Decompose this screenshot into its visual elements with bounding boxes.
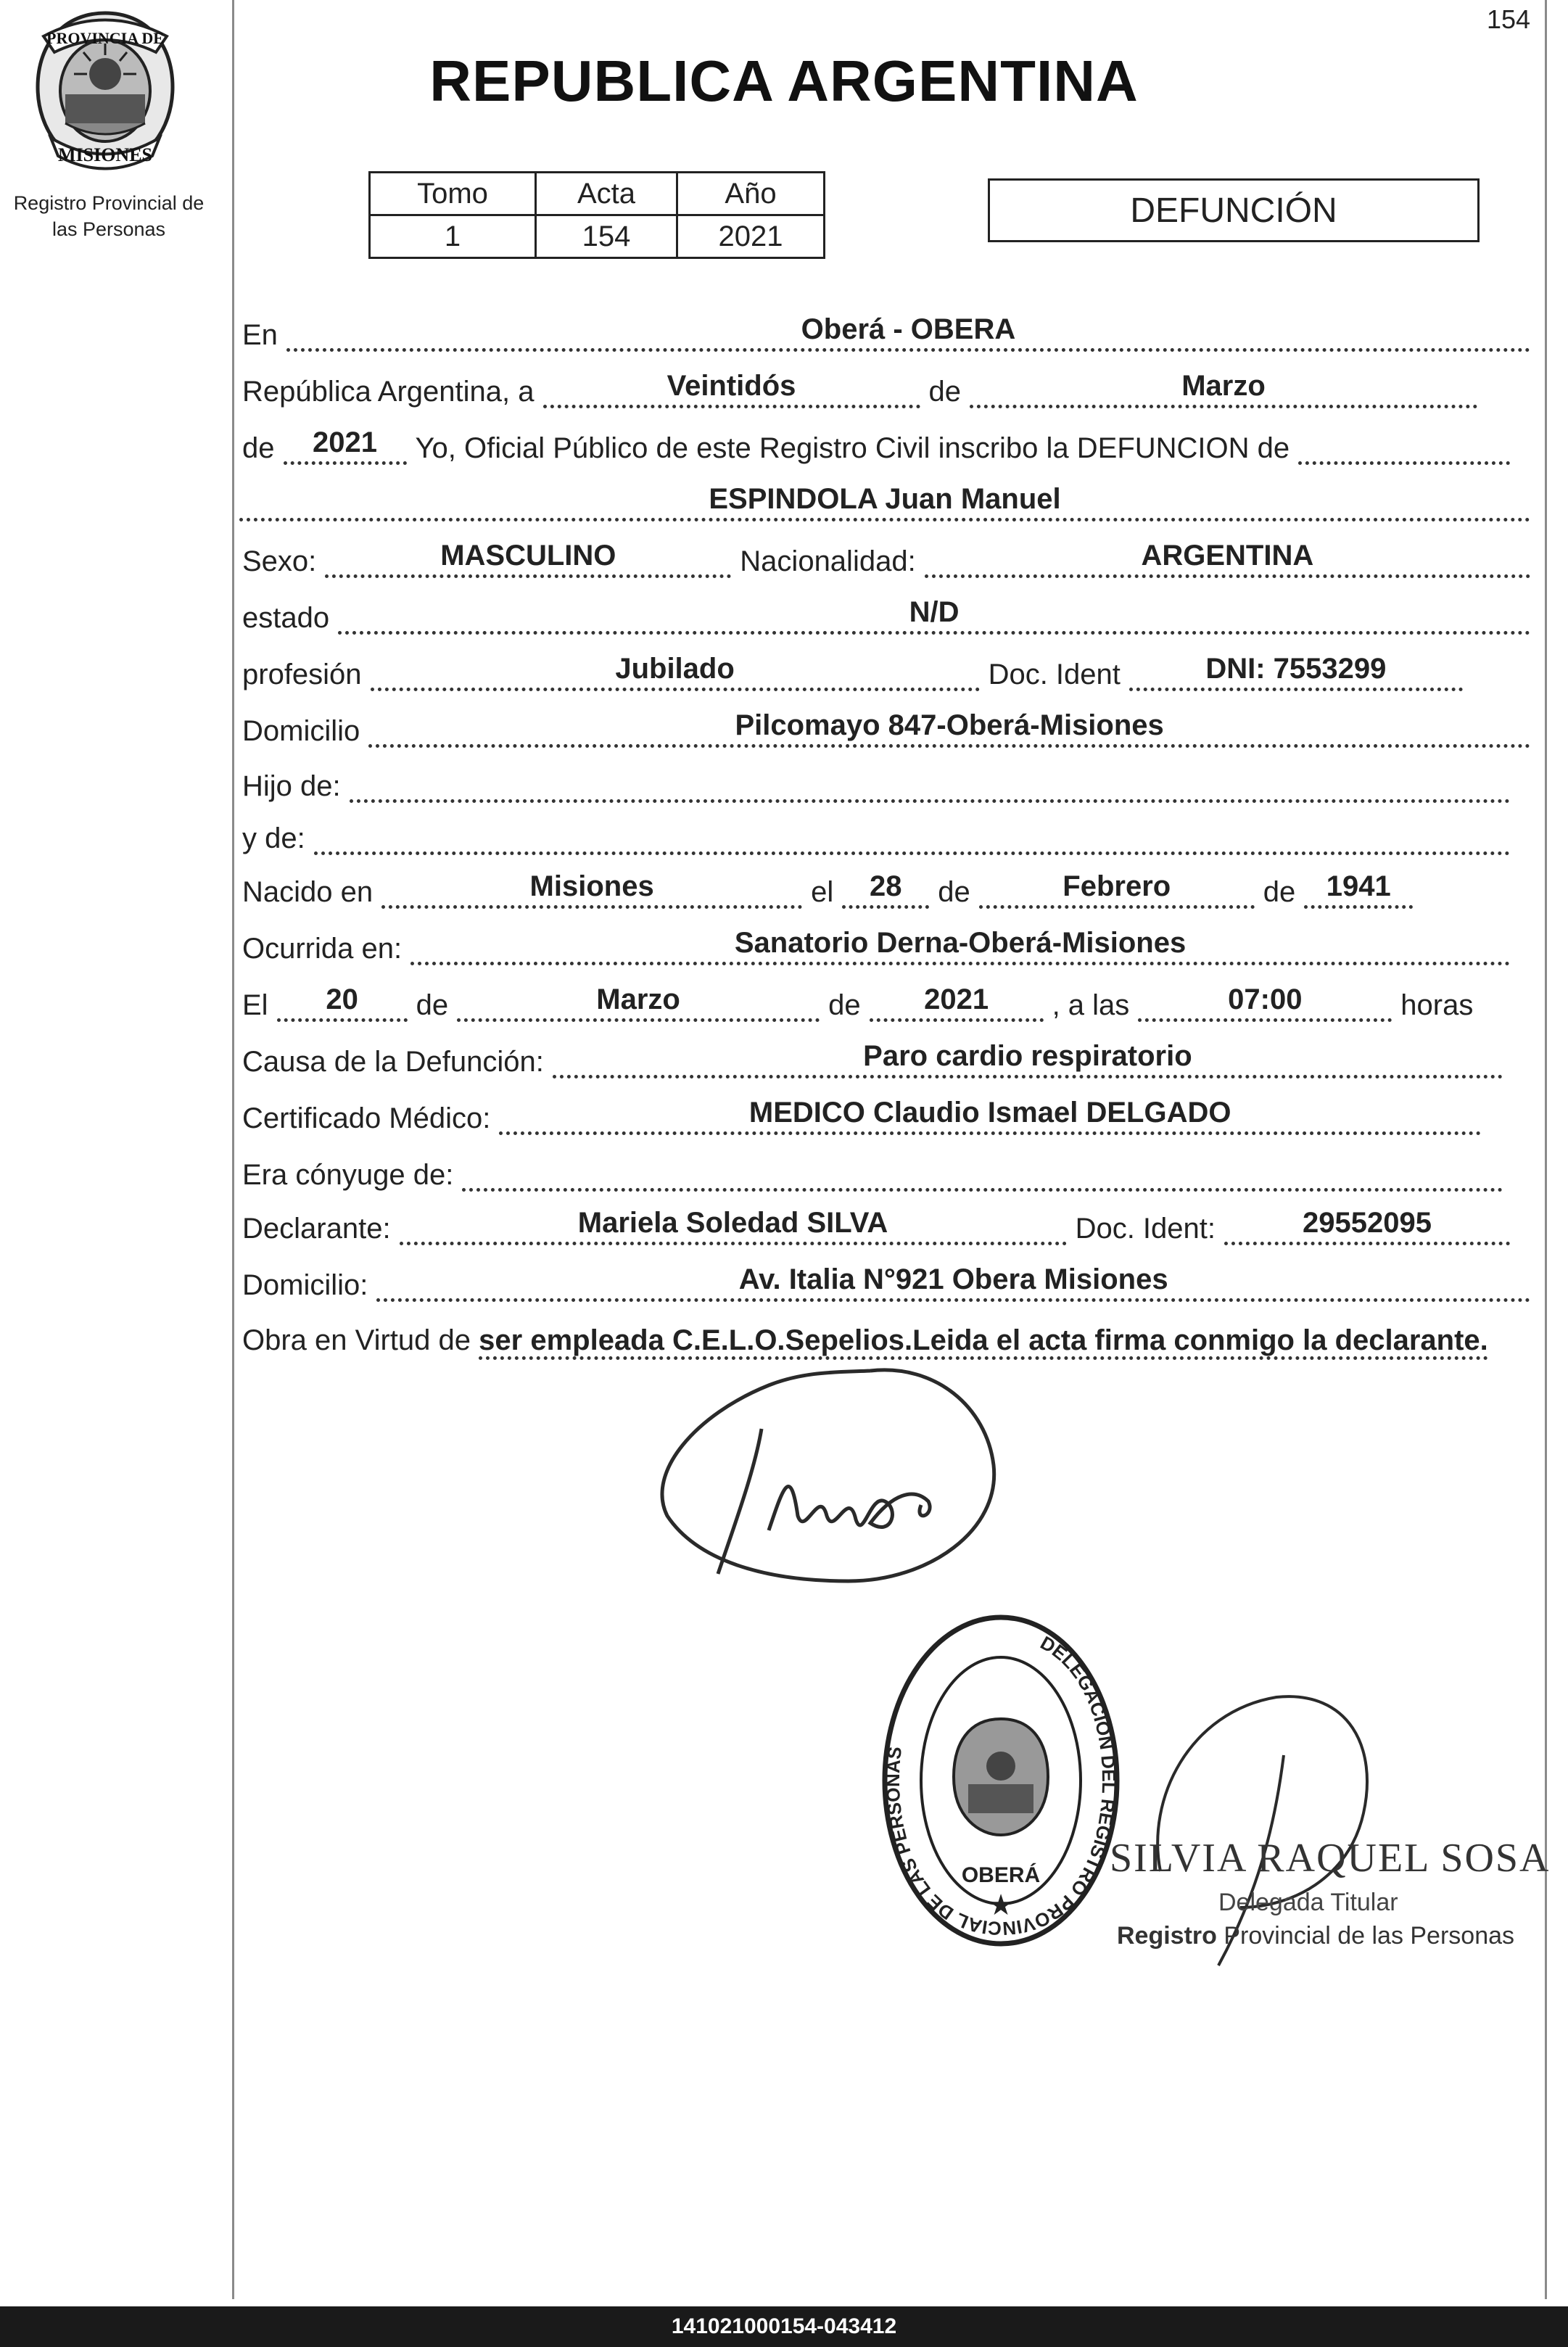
- row-domicilio: [242, 711, 1539, 748]
- decl-dom-label: Domicilio:: [242, 1269, 368, 1301]
- nacido-mes-value: Febrero: [979, 872, 1255, 909]
- profesion-label: profesión: [242, 659, 362, 690]
- ocurrida-label: Ocurrida en:: [242, 933, 403, 965]
- def-mes-value: Marzo: [457, 985, 820, 1022]
- en-label: En: [242, 319, 278, 351]
- row-nombre: [239, 484, 1539, 521]
- declarante-value: Mariela Soledad SILVA: [400, 1208, 1067, 1245]
- domicilio-label: Domicilio: [242, 715, 360, 747]
- decl-doc-value: 29552095: [1224, 1208, 1510, 1245]
- tomo-header: Tomo: [370, 173, 536, 215]
- estado-label: estado: [242, 602, 330, 634]
- nacido-label: Nacido en: [242, 876, 374, 908]
- row-decl-domicilio: [242, 1265, 1539, 1302]
- doc-ident-label: Doc. Ident: [988, 659, 1121, 690]
- row-yde: [242, 818, 1539, 855]
- row-anio: [242, 428, 1539, 465]
- hijo-value: [350, 766, 1510, 803]
- registro-provincial-label: Registro Provincial de las Personas: [13, 192, 205, 240]
- anio-value: 2021: [677, 215, 825, 258]
- el-cap-label: El: [242, 989, 268, 1021]
- svg-text:★: ★: [988, 1889, 1014, 1921]
- svg-text:PROVINCIA DE: PROVINCIA DE: [46, 29, 164, 47]
- row-hijo: [242, 766, 1539, 803]
- conyuge-label: Era cónyuge de:: [242, 1159, 454, 1191]
- def-dia-value: 20: [277, 985, 408, 1022]
- record-table: [368, 171, 825, 259]
- acta-value: 154: [536, 215, 677, 258]
- yo-blank: [1298, 428, 1510, 465]
- de-label: de: [928, 376, 961, 408]
- signatory-title: Delegada Titular: [1218, 1889, 1398, 1916]
- alas-label: , a las: [1052, 989, 1130, 1021]
- document-type-box: DEFUNCIÓN: [988, 178, 1480, 242]
- signatory-name: SILVIA RAQUEL SOSA: [1110, 1836, 1551, 1881]
- document-title: REPUBLICA ARGENTINA: [429, 49, 1139, 113]
- footer-barcode-text: 141021000154-043412: [0, 2306, 1568, 2347]
- certificado-value: MEDICO Claudio Ismael DELGADO: [499, 1098, 1481, 1135]
- domicilio-value: Pilcomayo 847-Oberá-Misiones: [368, 711, 1530, 748]
- nacionalidad-value: ARGENTINA: [925, 541, 1530, 578]
- el-label: el: [811, 876, 834, 908]
- nacido-lugar-value: Misiones: [381, 872, 802, 909]
- obra-label: Obra en Virtud de: [242, 1324, 471, 1356]
- row-conyuge: [242, 1155, 1539, 1192]
- def-de-label: de: [416, 989, 449, 1021]
- yo-text: Yo, Oficial Público de este Registro Civil inscribo la DEFUNCION de: [415, 432, 1290, 464]
- row-republica: [242, 371, 1539, 408]
- row-fecha-defuncion: [242, 985, 1539, 1022]
- profesion-value: Jubilado: [371, 654, 980, 691]
- acta-header: Acta: [536, 173, 677, 215]
- page-number: 154: [1487, 4, 1531, 34]
- obra-value: ser empleada C.E.L.O.Sepelios.Leida el acta firma conmigo la declarante.: [479, 1324, 1488, 1360]
- yde-value: [314, 818, 1510, 855]
- nacido-anio-value: 1941: [1304, 872, 1413, 909]
- hijo-label: Hijo de:: [242, 770, 341, 802]
- estado-value: N/D: [338, 598, 1530, 635]
- svg-text:MISIONES: MISIONES: [57, 144, 153, 165]
- republica-label: República Argentina, a: [242, 376, 535, 408]
- decl-dom-value: Av. Italia N°921 Obera Misiones: [376, 1265, 1530, 1302]
- sexo-value: MASCULINO: [325, 541, 731, 578]
- delegation-stamp: [878, 1610, 1124, 1951]
- row-nacido: [242, 872, 1539, 909]
- lugar-value: Oberá - OBERA: [286, 315, 1530, 352]
- dia-value: Veintidós: [543, 371, 920, 408]
- anio-header: Año: [677, 173, 825, 215]
- sexo-label: Sexo:: [242, 545, 317, 577]
- yde-label: y de:: [242, 822, 305, 854]
- svg-text:DELEGACION DEL REGISTRO PROVIN: DELEGACION DEL REGISTRO PROVINCIAL DE LAS PERSONAS: [881, 1631, 1121, 1940]
- def-de2-label: de: [828, 989, 861, 1021]
- signatory-org: Registro Provincial de las Personas: [1117, 1922, 1515, 1950]
- row-en: [242, 315, 1539, 352]
- row-declarante: [242, 1208, 1539, 1245]
- right-margin-line: [1545, 0, 1547, 2299]
- ocurrida-value: Sanatorio Derna-Oberá-Misiones: [410, 928, 1510, 965]
- causa-value: Paro cardio respiratorio: [553, 1041, 1503, 1078]
- tomo-value: 1: [370, 215, 536, 258]
- de-anio-label: de: [242, 432, 275, 464]
- mes-value: Marzo: [970, 371, 1477, 408]
- row-certificado: [242, 1098, 1539, 1135]
- row-estado: [242, 598, 1539, 635]
- row-ocurrida: [242, 928, 1539, 965]
- declarante-label: Declarante:: [242, 1213, 391, 1245]
- obra-paragraph: [242, 1320, 1540, 1361]
- nacido-dia-value: 28: [842, 872, 929, 909]
- left-margin-line: [232, 0, 234, 2299]
- nacido-de-label: de: [938, 876, 970, 908]
- def-hora-value: 07:00: [1138, 985, 1392, 1022]
- nacido-de2-label: de: [1263, 876, 1296, 908]
- conyuge-value: [462, 1155, 1503, 1192]
- cert-label: Certificado Médico:: [242, 1102, 491, 1134]
- row-sexo: [242, 541, 1539, 578]
- nacionalidad-label: Nacionalidad:: [740, 545, 916, 577]
- row-profesion: [242, 654, 1539, 691]
- row-causa: [242, 1041, 1539, 1078]
- def-anio-value: 2021: [870, 985, 1044, 1022]
- anio-value: 2021: [284, 428, 407, 465]
- nombre-value: ESPINDOLA Juan Manuel: [239, 484, 1530, 521]
- decl-doc-label: Doc. Ident:: [1075, 1213, 1216, 1245]
- svg-text:OBERÁ: OBERÁ: [961, 1863, 1041, 1887]
- causa-label: Causa de la Defunción:: [242, 1046, 544, 1078]
- horas-label: horas: [1400, 989, 1474, 1021]
- doc-ident-value: DNI: 7553299: [1129, 654, 1463, 691]
